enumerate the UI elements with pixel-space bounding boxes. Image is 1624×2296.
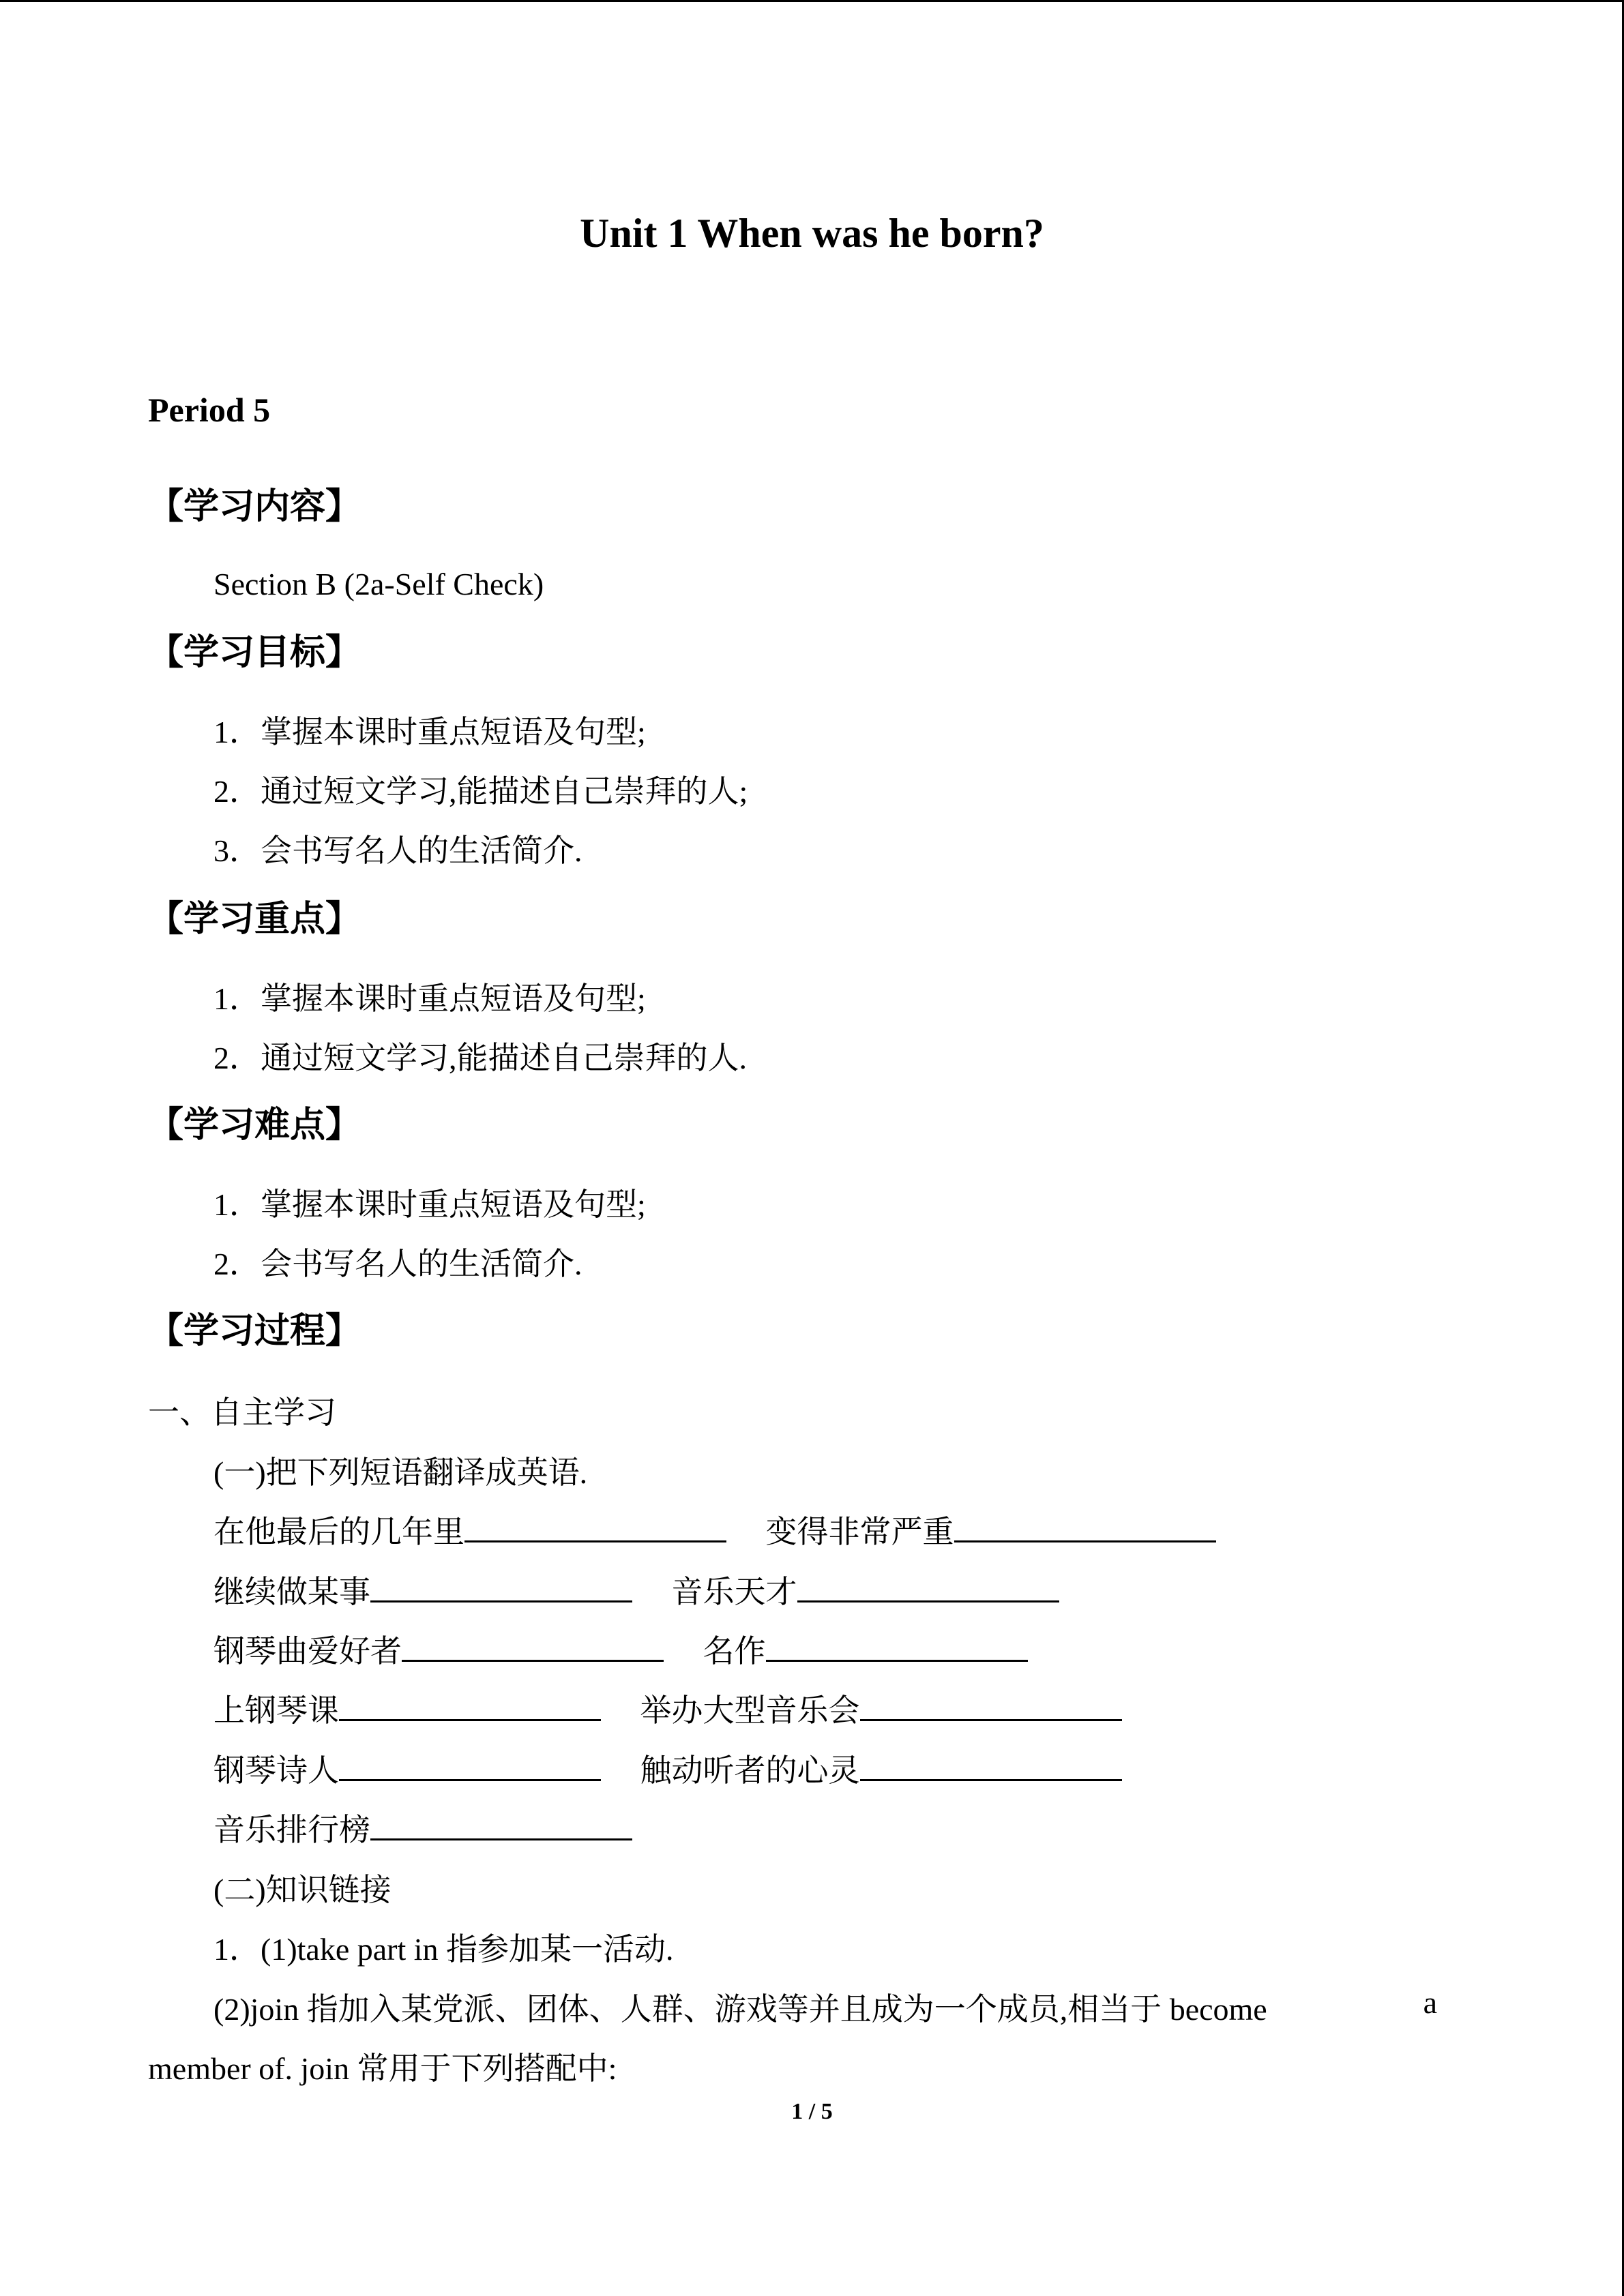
goal-item: 2．通过短文学习,能描述自己崇拜的人; — [213, 774, 748, 809]
heading-goals: 【学习目标】 — [148, 632, 361, 673]
page-number: 1 / 5 — [791, 2099, 833, 2124]
heading-difficulty: 【学习难点】 — [148, 1105, 361, 1146]
page-border-top — [0, 0, 1624, 2]
knowledge-note: 1．(1)take part in 指参加某一活动. — [213, 1932, 674, 1967]
phrase-label: 在他最后的几年里 — [213, 1515, 464, 1549]
period-label: Period 5 — [148, 391, 271, 429]
answer-blank[interactable] — [766, 1632, 1028, 1662]
phrase-label: 上钢琴课 — [213, 1693, 339, 1728]
phrase-label: 音乐排行榜 — [213, 1813, 370, 1847]
answer-blank[interactable] — [797, 1573, 1059, 1602]
phrase-row — [213, 1507, 1216, 1552]
answer-blank[interactable] — [339, 1692, 601, 1721]
answer-blank[interactable] — [860, 1752, 1122, 1781]
phrase-label: 音乐天才 — [671, 1575, 797, 1609]
note-text: (2)join 指加入某党派、团体、人群、游戏等并且成为一个成员,相当于 become — [213, 1992, 1267, 2027]
answer-blank[interactable] — [370, 1573, 632, 1602]
phrase-label: 举办大型音乐会 — [640, 1693, 860, 1728]
phrase-row — [213, 1746, 1122, 1791]
focus-item: 2．通过短文学习,能描述自己崇拜的人. — [213, 1041, 747, 1075]
answer-blank[interactable] — [464, 1513, 726, 1542]
phrase-row — [213, 1567, 1059, 1612]
task-knowledge-link: (二)知识链接 — [213, 1873, 392, 1907]
answer-blank[interactable] — [402, 1632, 664, 1662]
self-study-title: 一、自主学习 — [148, 1395, 336, 1430]
phrase-row — [213, 1686, 1122, 1731]
phrase-row — [213, 1626, 1028, 1671]
phrase-label: 变得非常严重 — [765, 1515, 954, 1549]
answer-blank[interactable] — [860, 1692, 1122, 1721]
phrase-row — [213, 1805, 632, 1850]
answer-blank[interactable] — [339, 1752, 601, 1781]
answer-blank[interactable] — [370, 1811, 632, 1840]
goal-item: 3．会书写名人的生活简介. — [213, 833, 582, 868]
answer-blank[interactable] — [954, 1513, 1216, 1542]
phrase-label: 触动听者的心灵 — [640, 1753, 860, 1788]
document-title: Unit 1 When was he born? — [580, 211, 1044, 256]
phrase-label: 名作 — [703, 1634, 766, 1669]
phrase-label: 钢琴诗人 — [213, 1753, 339, 1788]
heading-process: 【学习过程】 — [148, 1311, 361, 1352]
note-text-end: a — [1423, 1985, 1437, 2020]
phrase-label: 继续做某事 — [213, 1575, 370, 1609]
heading-content: 【学习内容】 — [148, 486, 361, 527]
goal-item: 1．掌握本课时重点短语及句型; — [213, 715, 646, 749]
difficulty-item: 2．会书写名人的生活简介. — [213, 1247, 582, 1281]
task-translate: (一)把下列短语翻译成英语. — [213, 1455, 588, 1490]
content-text: Section B (2a-Self Check) — [213, 567, 544, 601]
focus-item: 1．掌握本课时重点短语及句型; — [213, 981, 646, 1016]
knowledge-note-continued: member of. join 常用于下列搭配中: — [148, 2051, 617, 2086]
knowledge-note-justified — [213, 1984, 1437, 2029]
phrase-label: 钢琴曲爱好者 — [213, 1634, 402, 1669]
difficulty-item: 1．掌握本课时重点短语及句型; — [213, 1187, 646, 1222]
heading-focus: 【学习重点】 — [148, 899, 361, 940]
